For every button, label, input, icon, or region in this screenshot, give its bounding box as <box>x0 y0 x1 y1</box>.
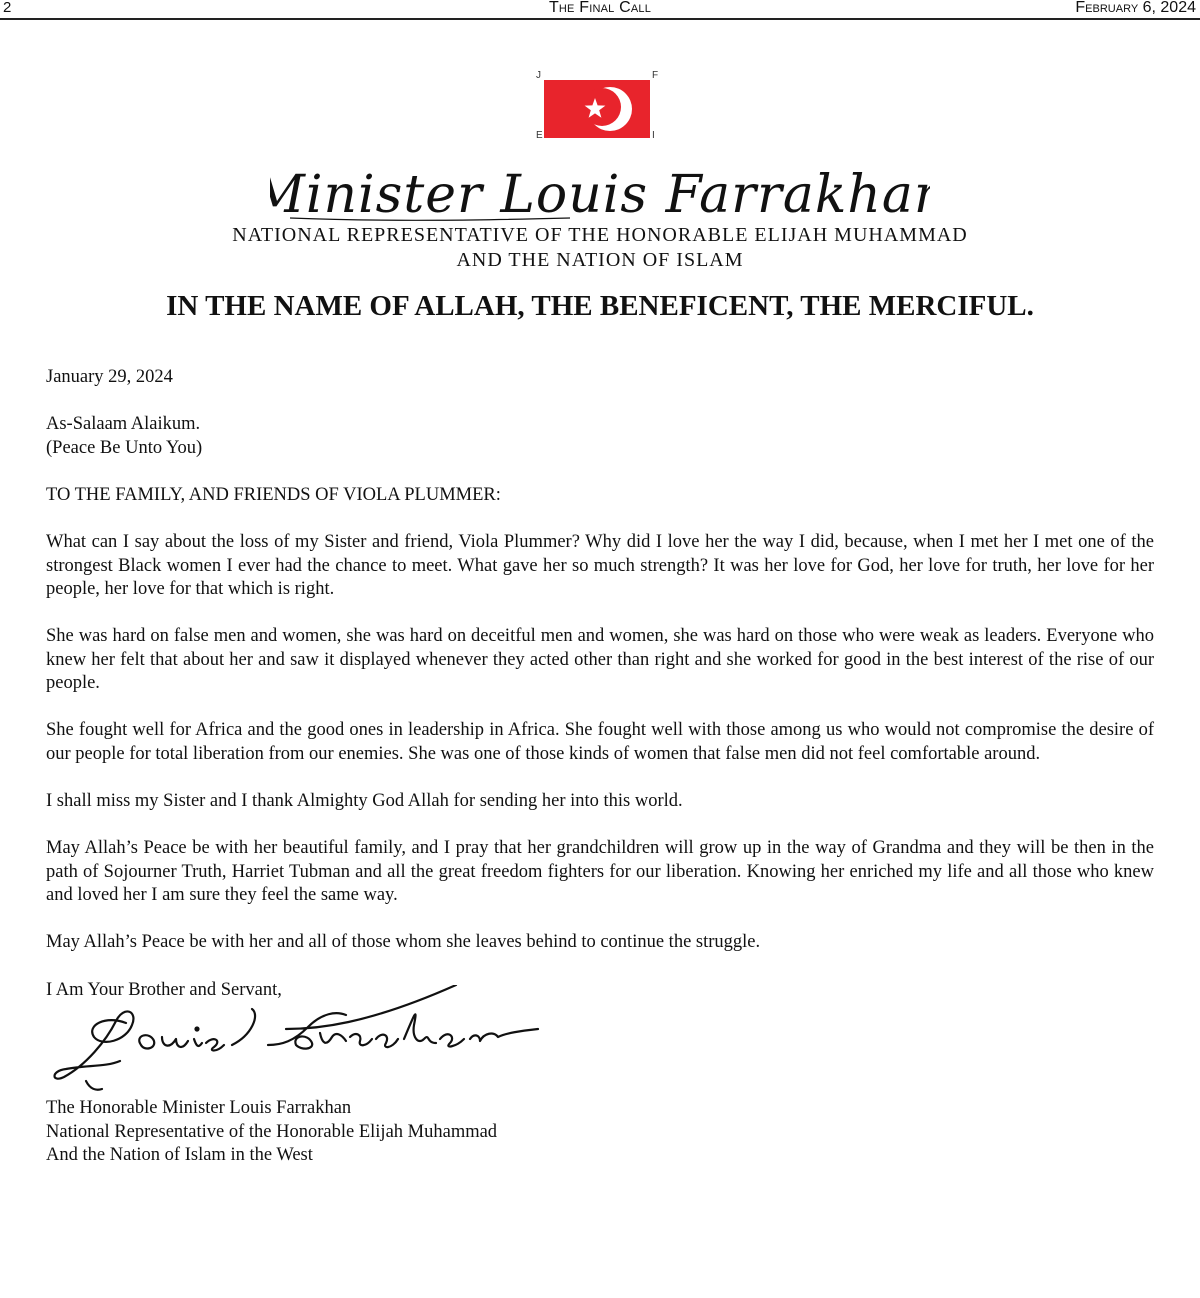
signoff-block <box>46 1097 1154 1168</box>
paragraph-1: What can I say about the loss of my Sister and friend, Viola Plummer? Why did I love her the way I did, because, when I met her I met one of the strongest Black women I ever had the chance to meet. What gave her so much strength? It was her love for God, her love for truth, her love for her people, her love for that which is right. <box>46 532 1154 599</box>
greeting-line-1: As-Salaam Alaikum. <box>46 414 201 434</box>
nation-of-islam-flag <box>534 70 660 142</box>
paragraph-5: May Allah’s Peace be with her beautiful family, and I pray that her grandchildren will grow up in the way of Grandma and they will be then in the path of Sojourner Truth, Harriet Tubman and all the great freedom fighters for our liberation. Knowing her enriched my life and all those who knew and loved her I am sure they feel the same way. <box>46 838 1154 905</box>
flag-letter-e: E <box>536 130 543 141</box>
masthead <box>0 0 1200 20</box>
salutation: TO THE FAMILY, AND FRIENDS OF VIOLA PLUMMER: <box>46 485 501 505</box>
greeting <box>46 413 1154 460</box>
greeting-line-2: (Peace Be Unto You) <box>46 437 203 458</box>
flag-letter-f: F <box>652 70 659 81</box>
signature-graphic <box>46 985 556 1095</box>
flag-letter-j: J <box>536 70 541 81</box>
issue-date: February 6, 2024 <box>1075 0 1196 16</box>
paragraph-2: She was hard on false men and women, she was hard on deceitful men and women, she was hard on those who were weak as leaders. Everyone who knew her felt that about her and saw it displayed whenever they acted other than right and she worked for good in the best interest of the rise of our people. <box>46 626 1154 693</box>
signoff-line-1: The Honorable Minister Louis Farrakhan <box>46 1098 352 1118</box>
invocation-heading: IN THE NAME OF ALLAH, THE BENEFICENT, THE MERCIFUL. <box>166 290 1034 322</box>
flag-letter-i: I <box>652 130 655 141</box>
letterhead-line-2: AND THE NATION OF ISLAM <box>456 249 744 271</box>
flag-field <box>544 80 650 138</box>
signoff-line-3: And the Nation of Islam in the West <box>46 1145 313 1165</box>
letter-date: January 29, 2024 <box>46 367 173 387</box>
handwritten-signature <box>46 985 556 1095</box>
star-crescent-icon <box>544 80 650 138</box>
letterhead-script-name <box>270 160 930 226</box>
paragraph-6: May Allah’s Peace be with her and all of those whom she leaves behind to continue the struggle. <box>46 932 761 952</box>
svg-text:Minister Louis Farrakhan: Minister Louis Farrakhan <box>270 165 930 225</box>
signoff-line-2: National Representative of the Honorable Elijah Muhammad <box>46 1121 498 1142</box>
paragraph-4: I shall miss my Sister and I thank Almighty God Allah for sending her into this world. <box>46 791 683 811</box>
letterhead-name <box>0 160 1200 231</box>
publication-name: The Final Call <box>548 0 652 16</box>
closing: I Am Your Brother and Servant, <box>46 980 282 1000</box>
paragraph-3: She fought well for Africa and the good ones in leadership in Africa. She fought well with those among us who would not compromise the desire of our people for total liberation from our enemies. She was one of those kinds of women that false men did not feel comfortable around. <box>46 720 1154 764</box>
letterhead-line-1: NATIONAL REPRESENTATIVE OF THE HONORABLE ELIJAH MUHAMMAD <box>232 224 968 246</box>
page-number: 2 <box>3 0 12 16</box>
